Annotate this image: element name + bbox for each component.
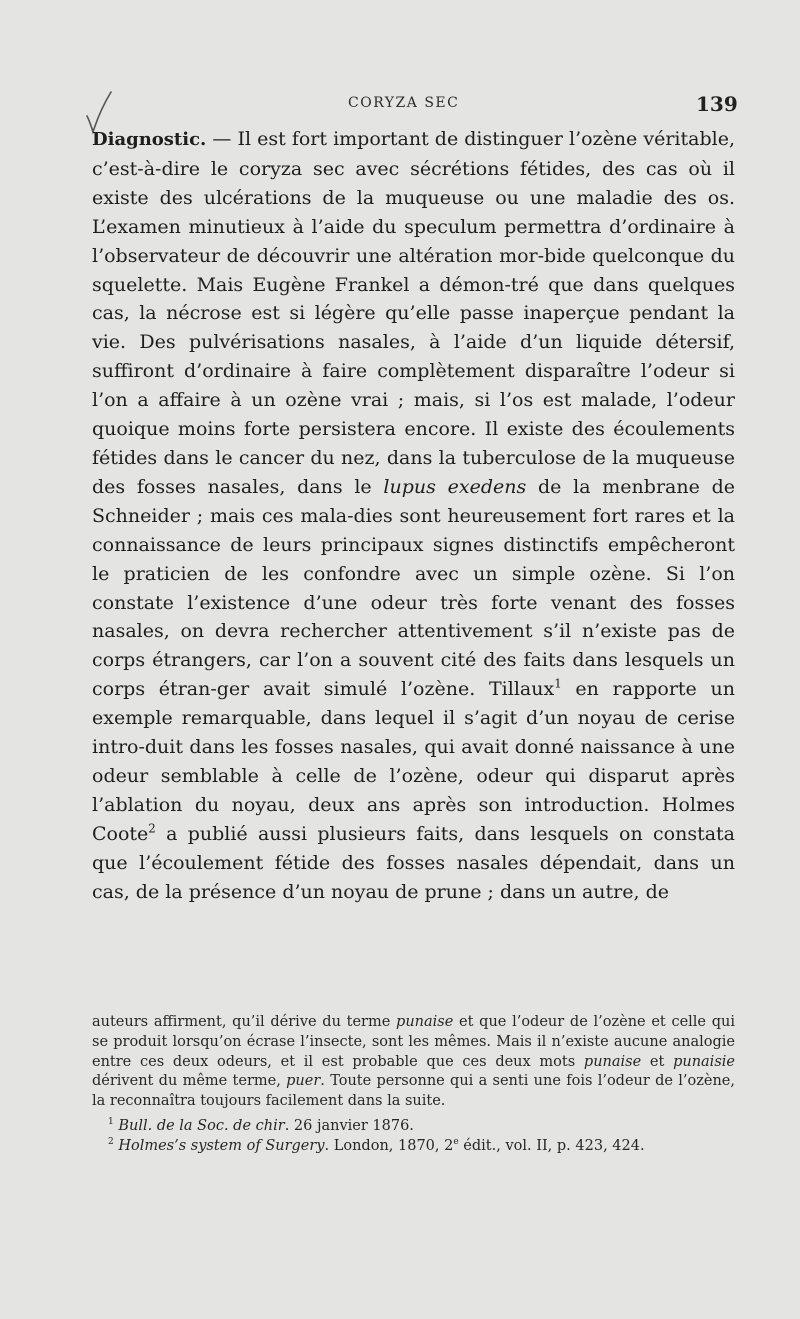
paragraph-text-part-4: a publié aussi plusieurs faits, dans lesquels on constata que l’écoulement fétide des fosses nasales dépendait, dans un cas, de la présence d’un noyau de prune ; dans un autre, de <box>92 822 735 903</box>
paragraph-text-part-2: de la menbrane de Schneider ; mais ces mala-dies sont heureusement fort rares et la connaissance de leurs principaux signes distinctifs empêcheront le praticien de les confondre avec un simple ozène. Si l’on constate l’existence d’une odeur très forte venant des fosses nasales, on devra rechercher attentivement s’il n’existe pas de corps étrangers, car l’on a souvent cité des faits dans lesquels un corps étran-ger avait simulé l’ozène. Tillaux <box>92 475 735 701</box>
footnote-1-mark: 1 <box>108 1117 114 1128</box>
footnote-1-detail: . 26 janvier 1876. <box>284 1117 414 1134</box>
footnote-text: et <box>641 1053 674 1070</box>
footnote-text: . Toute personne qui a senti une fois l’odeur de l’ozène, la reconnaîtra toujours facilement dans la suite. <box>92 1073 735 1110</box>
footnote-2-title: Holmes’s system of Surgery <box>118 1137 325 1154</box>
running-head: CORYZA SEC <box>348 95 460 111</box>
edition-superscript: e <box>453 1136 459 1147</box>
paragraph-text-part-3: en rapporte un exemple remarquable, dans lequel il s’agit d’un noyau de cerise intro-duit dans les fosses nasales, qui avait donné naissance à une odeur semblable à celle de l’ozène, odeur qui disparut après l’ablation du noyau, deux ans après son introduction. Holmes Coote <box>92 678 735 845</box>
term-punaise: punaise <box>396 1014 454 1030</box>
paragraph-text-part-1: Il est fort important de distinguer l’ozène véritable, c’est-à-dire le coryza sec avec sécrétions fétides, des cas où il existe des ulcérations de la muqueuse ou une maladie des os. L’examen minutieux à l’aide du speculum permettra d’ordinaire à l’observateur de découvrir une altération mor-bide quelconque du squelette. Mais Eugène Frankel a démon-tré que dans quelques cas, la nécrose est si légère qu’elle passe inaperçue pendant la vie. Des pulvérisations nasales, à l’aide d’un liquide détersif, suffiront d’ordinaire à faire complètement disparaître l’odeur si l’on a affaire à un ozène vrai ; mais, si l’os est malade, l’odeur quoique moins forte persistera encore. Il existe des écoulements fétides dans le cancer du nez, dans la tuberculose de la muqueuse des fosses nasales, dans le <box>92 128 735 498</box>
footnote-2-detail-end: édit., vol. II, p. 423, 424. <box>458 1137 645 1154</box>
footnote-text: dérivent du même terme, <box>92 1073 287 1090</box>
footnote-ref-2: 2 <box>148 821 156 836</box>
footnote-1-title: Bull. de la Soc. de chir <box>118 1117 285 1134</box>
term-punaise: punaise <box>583 1053 642 1070</box>
em-dash: — <box>206 128 238 150</box>
main-paragraph <box>92 125 735 906</box>
footnote-2-mark: 2 <box>108 1136 114 1147</box>
footnote-2 <box>92 1137 735 1157</box>
footnote-1 <box>92 1117 735 1137</box>
section-heading-diagnostic: Diagnostic. <box>92 129 207 150</box>
footnote-text: et que l’odeur de l’ozène et celle qui se produit lorsqu’on écrase l’insecte, sont les mêmes. Mais il n’existe aucune analogie entre ces deux odeurs, et il est probable que ces deux mots <box>92 1014 735 1070</box>
footnote-text: auteurs affirment, qu’il dérive du terme <box>92 1014 397 1030</box>
lupus-exedens-term: lupus exedens <box>383 475 527 498</box>
footnote-ref-1: 1 <box>554 676 562 691</box>
term-punaisie: punaisie <box>673 1053 735 1070</box>
footnote-continuation <box>92 1013 735 1112</box>
page-number: 139 <box>696 92 738 116</box>
term-puer: puer <box>286 1073 321 1090</box>
footnotes-section <box>92 1013 735 1157</box>
footnote-2-detail: . London, 1870, 2 <box>324 1137 454 1154</box>
